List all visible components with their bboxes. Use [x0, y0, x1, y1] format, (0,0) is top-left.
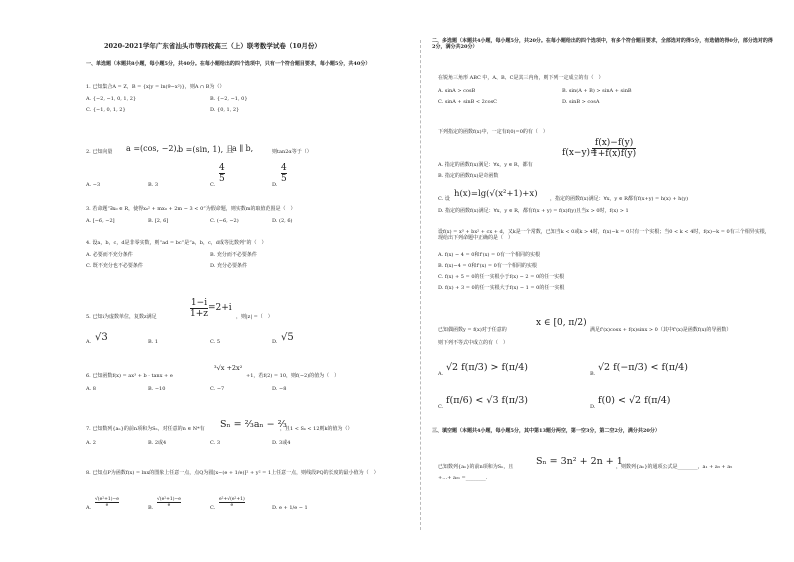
q4-stem: 4. 设a，b，c，d是非零实数，则“ad = bc”是“a，b，c，d成等比数列”的（ ）	[86, 240, 267, 246]
right-column	[432, 0, 774, 562]
q8-a-denominator: e	[105, 503, 109, 508]
q1-option-a: A. {−2, −1, 0, 1, 2}	[86, 96, 137, 102]
q10-formula-lhs: f(x−y)=	[562, 148, 598, 158]
q12-option-c: C.	[438, 404, 444, 410]
q13-answer-line: +…+ a₂₁ =________.	[438, 475, 488, 481]
q1-stem: 1. 已知集合A = Z，B = {x|y = ln(9−x²)}，则A ∩ B为（）	[86, 84, 225, 90]
q5-stem-start: 5. 已知i为虚数单位，复数z满足	[86, 314, 157, 320]
q2-option-c: C.	[210, 182, 216, 188]
q8-option-b: B.	[148, 505, 154, 511]
q7-stem-end: ，且1 < Sₖ < 12则k的值为（）	[280, 426, 353, 432]
q11-stem: 设f(x) = x³ + bx² + cx + d，又k是一个常数，已知当k < 0或k > 4时，f(x)−k = 0只有一个实根；当0 < k < 4时，f(x)−k = 0有三个相异实根，现给出下列命题中正确的是（ ）	[438, 229, 770, 241]
q12-option-b: B.	[590, 371, 596, 377]
q3-option-c: C. (−6, −2)	[210, 218, 239, 224]
q10-option-a: A. 指定的函数f(x)满足：∀x，y ∈ R，都有	[438, 162, 533, 168]
q10-stem: 下列指定的函数f(x)中，一定有f(0)=0的有（ ）	[438, 129, 548, 135]
q11-option-b: B. f(x)−4 = 0和f'(x) = 0有一个相同的实根	[438, 263, 537, 269]
column-divider	[420, 40, 421, 530]
q5-option-d-value: √5	[281, 332, 294, 343]
q7-option-d: D. 3或4	[272, 440, 291, 446]
section-2-heading: 二、多选题（本题共4小题，每小题5分，共20分。在每小题给出的四个选项中，有多个符合题目要求，全部选对的得5分，有选错的得0分，部分选对的得2分，满分共20分）	[432, 38, 773, 50]
q13-stem-end: ，则数列{aₙ}的通项公式是________，a₁ + a₃ + a₅	[616, 464, 733, 470]
q6-option-c: C. −7	[210, 386, 225, 392]
q5-stem-end: ，则|z| =（ ）	[236, 314, 273, 320]
q5-fraction	[190, 298, 208, 319]
q12-option-d: D.	[590, 404, 596, 410]
q12-option-c-expr: f(π/6) < √3 f(π/3)	[446, 395, 528, 406]
q2-option-d-fraction	[281, 163, 287, 184]
q2-c-denominator: 5	[219, 174, 225, 184]
q2-d-denominator: 5	[281, 174, 287, 184]
q13-formula: Sₙ = 3n² + 2n + 1	[536, 456, 623, 467]
q1-option-b: B. {−2, −1, 0}	[210, 96, 248, 102]
q10-option-c-prefix: C. 设	[438, 196, 450, 202]
q7-option-b: B. 2或4	[148, 440, 167, 446]
q3-option-b: B. [2, 6]	[148, 218, 169, 224]
q2-option-b: B. 3	[148, 182, 159, 188]
q5-option-c: C. 5	[210, 339, 221, 345]
q5-equation-rhs: =2+i	[208, 303, 232, 313]
q8-c-fraction	[219, 497, 245, 508]
section-3-heading: 三、填空题（本题共4小题，每小题5分，其中第13题分两空，第一空3分，第二空2分，满分共20分）	[432, 428, 660, 434]
q2-vector-b: b =(sin, 1), 且	[178, 145, 234, 154]
q2-stem-start: 2. 已知向量	[86, 149, 113, 155]
q8-option-c: C.	[210, 505, 216, 511]
q6-option-b: B. −10	[148, 386, 166, 392]
q8-c-numerator: e²+√(e²+1)	[219, 497, 245, 502]
q6-stem-end: +1，若f(2) = 10，则f(−2)的值为（ ）	[246, 373, 340, 379]
q12-option-a: A.	[438, 371, 444, 377]
page-title: 2020-2021学年广东省汕头市等四校高三（上）联考数学试卷（10月份）	[104, 42, 321, 50]
q12-stem-end: 则下列不等式中成立的有（ ）	[438, 340, 509, 346]
q4-option-c: C. 既不充分也不必要条件	[86, 263, 143, 269]
q8-b-fraction	[157, 497, 181, 508]
q8-stem: 8. 已知点P为函数f(x) = lnx的图象上任意一点，点Q为圆[x−(e + 1/e)]² + y² = 1上任意一点，则线段PQ的长度的最小值为（ ）	[86, 470, 379, 476]
q8-option-a: A.	[86, 505, 92, 511]
q10-formula-denominator: 1+f(x)f(y)	[592, 149, 637, 159]
q9-option-d: D. sinB > cosA	[562, 99, 600, 105]
q11-option-a: A. f(x) − 4 = 0和f'(x) = 0有一个相同的实根	[438, 252, 540, 258]
q8-c-denominator: e	[230, 503, 234, 508]
q5-option-a: A.	[86, 339, 92, 345]
q2-option-d: D.	[272, 182, 278, 188]
q11-option-c: C. f(x) + 5 = 0的任一实根小于f(x) − 2 = 0的任一实根	[438, 274, 565, 280]
q12-option-d-expr: f(0) < √2 f(π/4)	[598, 395, 671, 406]
q7-stem-start: 7. 已知数列{aₙ}的前n项和为Sₙ，对任意的n ∈ N*有	[86, 426, 205, 432]
q12-domain: x ∈ [0, π/2)	[536, 318, 587, 328]
q11-option-d: D. f(x) + 3 = 0的任一实根大于f(x) − 1 = 0的任一实根	[438, 285, 565, 291]
q6-option-d: D. −8	[272, 386, 287, 392]
q2-c-numerator: 4	[219, 163, 225, 173]
q12-option-b-expr: √2 f(−π/3) < f(π/4)	[598, 362, 688, 373]
q5-option-b: B. 1	[148, 339, 159, 345]
q2-stem-end: 则tan2α等于（）	[272, 149, 312, 155]
q9-option-c: C. sinA + sinB < 2cosC	[438, 99, 498, 105]
q7-option-a: A. 2	[86, 440, 96, 446]
q10-option-c-function: h(x)=lg(√(x²+1)+x)	[454, 189, 538, 199]
q12-option-a-expr: √2 f(π/3) > f(π/4)	[446, 362, 528, 373]
q10-option-b: B. 指定的函数f(x)是奇函数	[438, 173, 499, 179]
q7-option-c: C. 3	[210, 440, 221, 446]
q1-option-d: D. {0, 1, 2}	[210, 107, 240, 113]
q1-option-c: C. {−1, 0, 1, 2}	[86, 107, 126, 113]
q10-formula-numerator: f(x)−f(y)	[594, 138, 634, 148]
q8-b-numerator: √(e²+1)−e	[157, 497, 181, 502]
section-1-heading: 一、单选题（本题共8小题，每小题5分，共40分。在每小题给出的四个选项中，只有一个符合题目要求，每小题5分，共40分）	[86, 61, 371, 67]
q5-option-a-value: √3	[95, 332, 108, 343]
q3-option-a: A. [−6, −2]	[86, 218, 115, 224]
q13-stem-start: 已知数列{aₙ}的前n项和为Sₙ，且	[438, 464, 514, 470]
q9-option-b: B. sin(A + B) > sinA + sinB	[562, 88, 632, 94]
q6-option-a: A. 8	[86, 386, 96, 392]
q12-stem-mid: 满足f'(x)cosx + f(x)sinx > 0（其中f'(x)是函数f(x)的导函数）	[590, 327, 732, 333]
q8-b-denominator: e	[167, 503, 171, 508]
q3-stem: 3. 若命题“∃x₀ ∈ R，使得x₀² + mx₀ + 2m − 3 < 0”为假命题，则实数m的取值范围是（ ）	[86, 206, 296, 212]
q4-option-a: A. 必要而不充分条件	[86, 252, 133, 258]
q9-option-a: A. sinA > cosB	[438, 88, 476, 94]
q2-option-c-fraction	[219, 163, 225, 184]
q12-stem-start: 已知偶函数y = f(x)对于任意的	[438, 327, 507, 333]
q10-option-d: D. 指定的函数f(x)满足：∀x，y ∈ R，都有f(x + y) = f(x)f(y)且当x > 0时，f(x) > 1	[438, 208, 629, 214]
q6-stem-start: 6. 已知函数f(x) = ax³ + b · tanx + e	[86, 373, 173, 379]
q4-option-b: B. 充分而不必要条件	[210, 252, 257, 258]
q4-option-d: D. 充分必要条件	[210, 263, 248, 269]
q8-a-fraction	[95, 497, 119, 508]
q5-denominator: 1+z	[190, 309, 209, 319]
q10-formula-fraction	[592, 138, 636, 159]
left-column	[86, 0, 404, 562]
q8-a-numerator: √(e²+1)−e	[95, 497, 119, 502]
q5-numerator: 1−i	[190, 298, 208, 308]
q10-option-c-suffix: ，指定的函数f(x)满足：∀x，y ∈ R都有f(x+y) = h(x) + h(y)	[550, 196, 689, 202]
q6-exponent: ³√x +2x²	[214, 364, 243, 372]
q2-d-numerator: 4	[281, 163, 287, 173]
q2-vector-a: a =(cos, −2),	[126, 144, 180, 153]
q2-option-a: A. −3	[86, 182, 101, 188]
q9-stem: 在锐角三角形 ABC 中，A、B、C是其三内角，则下列一定成立的有（ ）	[438, 75, 604, 81]
q5-option-d: D.	[272, 339, 278, 345]
q2-parallel: a ∥ b,	[232, 144, 254, 153]
q3-option-d: D. (2, 6)	[272, 218, 293, 224]
q8-option-d: D. e + 1/e − 1	[272, 505, 308, 511]
q7-formula: Sₙ = ⅔aₙ − ⅔	[220, 419, 287, 430]
